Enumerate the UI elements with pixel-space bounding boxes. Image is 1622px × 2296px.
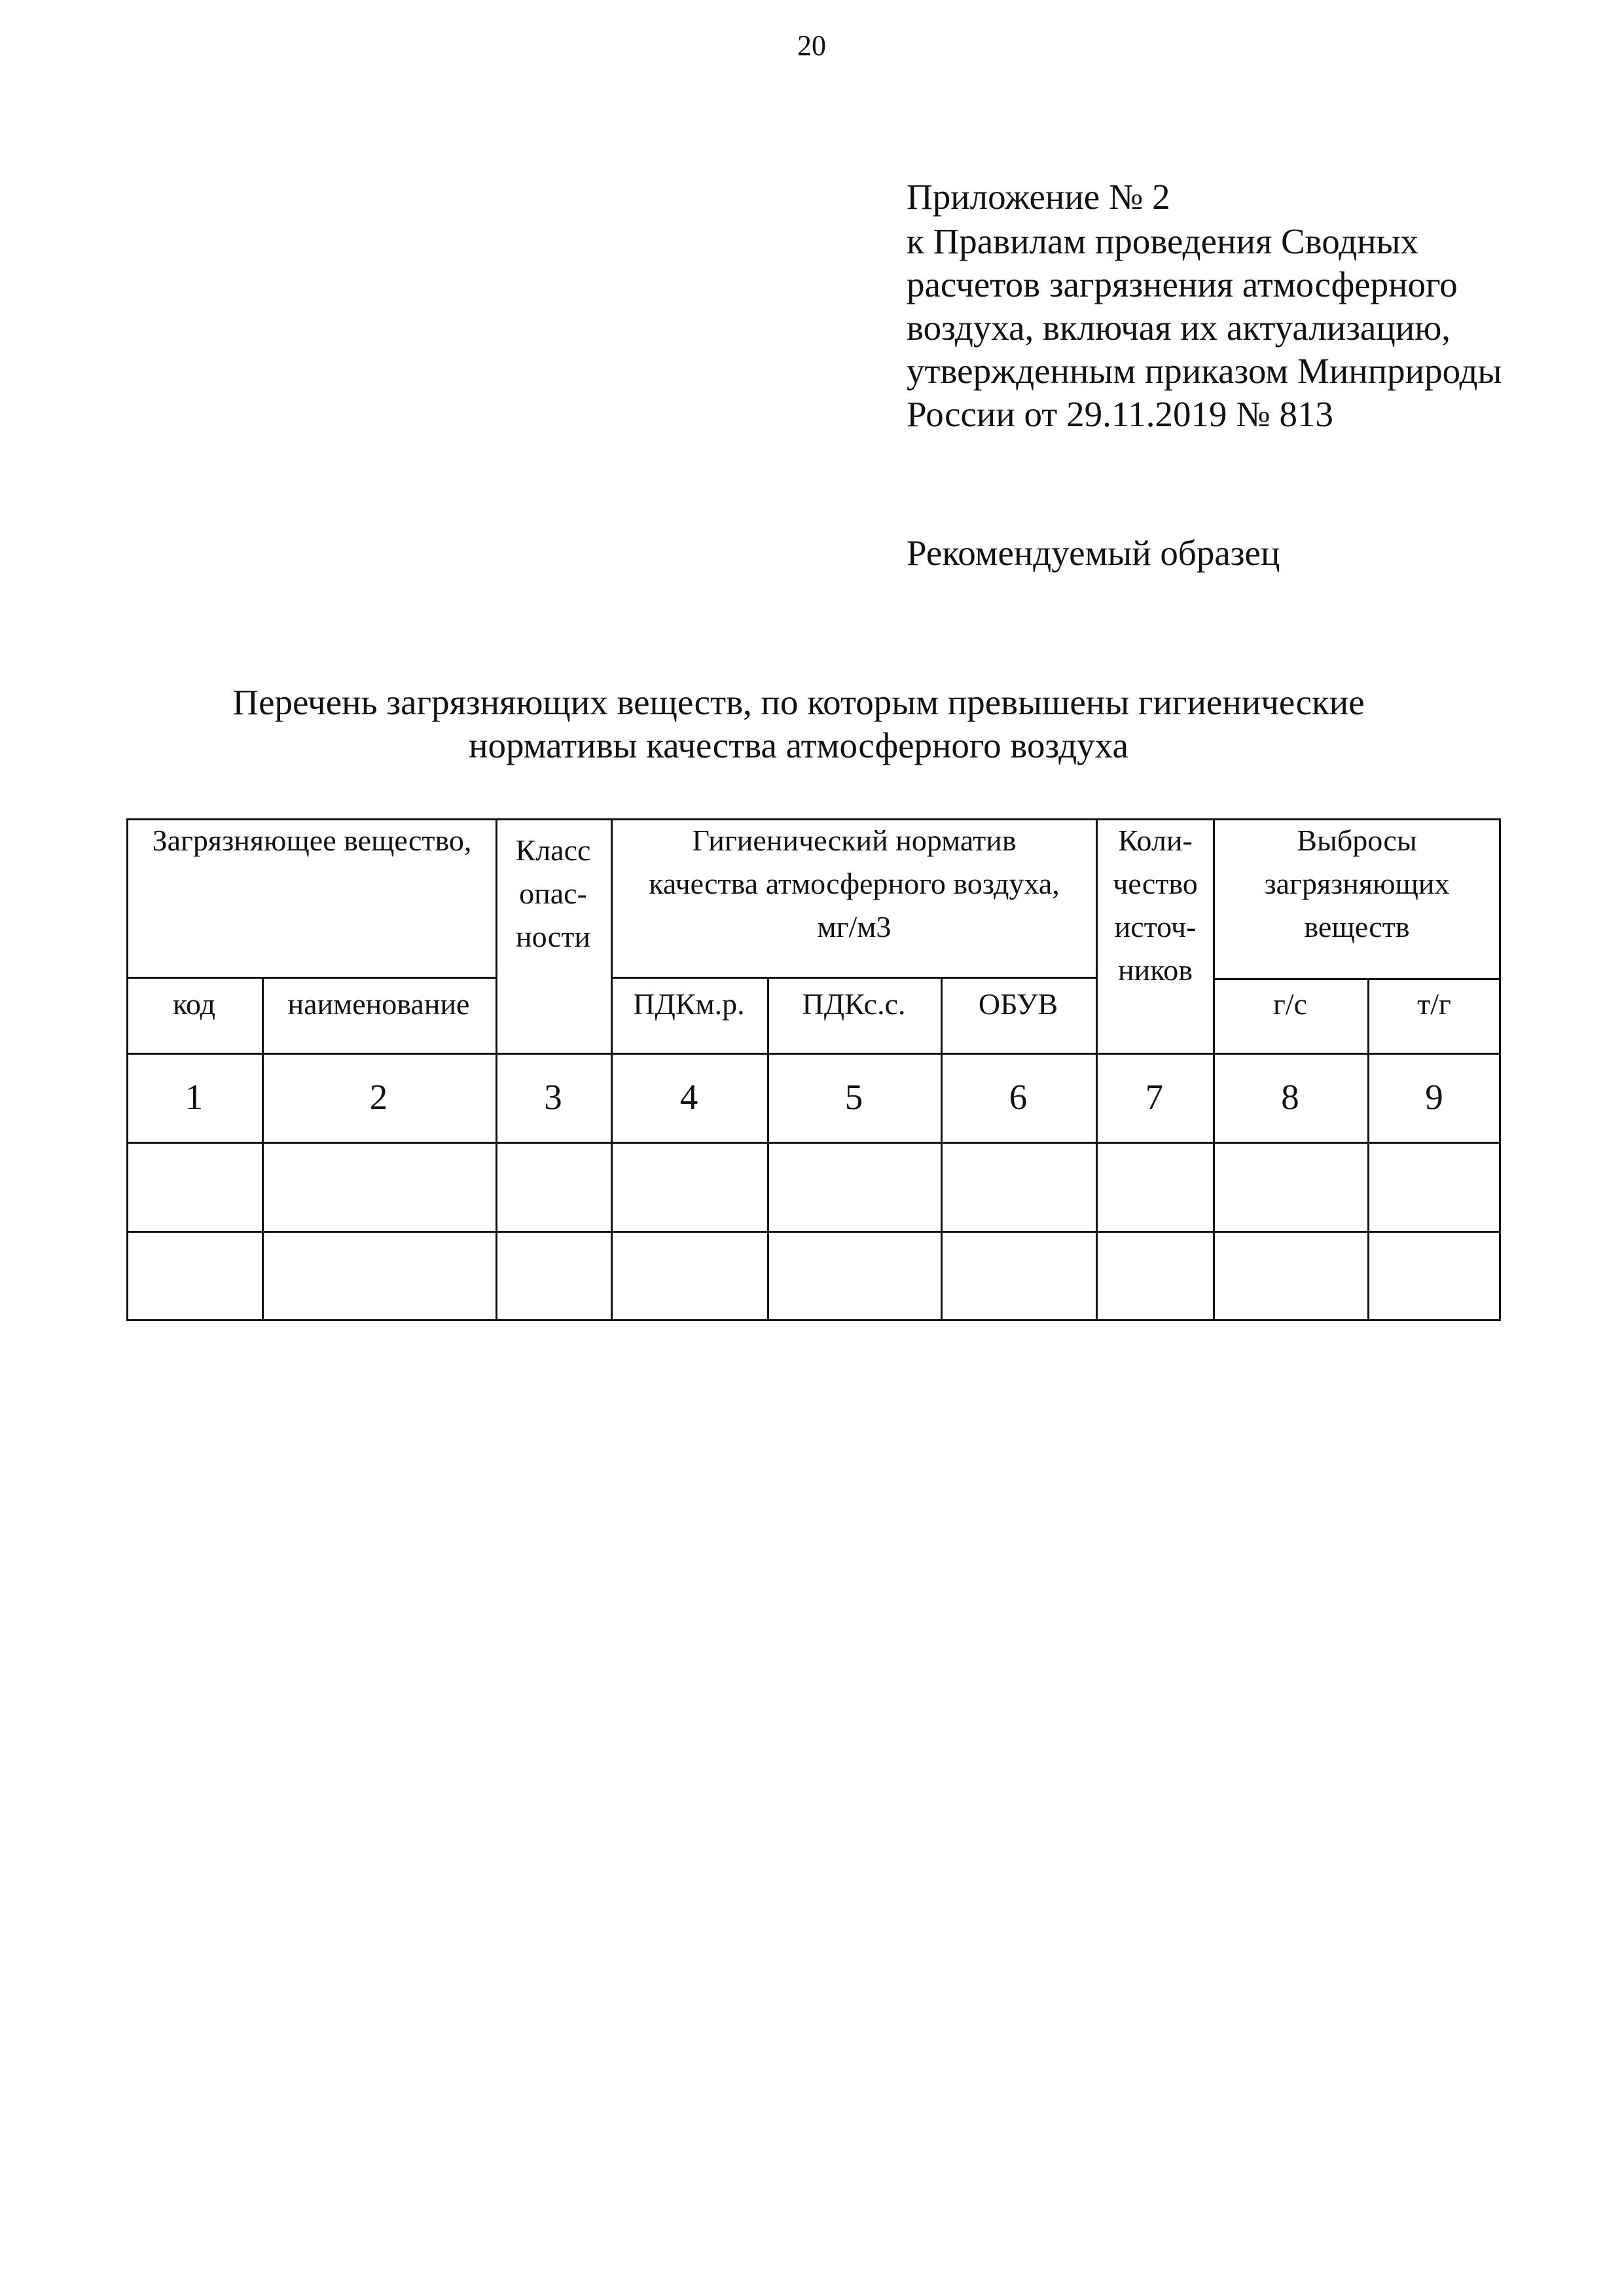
appendix-title: Приложение № 2 <box>907 177 1170 217</box>
header-obuv: ОБУВ <box>978 987 1058 1021</box>
header-hygienic-group: мг/м3 <box>817 910 892 943</box>
header-sources-count: Коли- <box>1118 824 1193 857</box>
header-pdk-mr: ПДКм.р. <box>633 987 745 1021</box>
appendix-line: утвержденным приказом Минприроды <box>907 351 1502 391</box>
column-number: 5 <box>844 1077 863 1117</box>
header-name: наименование <box>287 987 470 1021</box>
appendix-line: России от 29.11.2019 № 813 <box>907 394 1334 434</box>
table-border-top <box>126 818 1501 820</box>
page-number: 20 <box>797 29 826 62</box>
table-border-bottom <box>126 1319 1501 1321</box>
header-hygienic-group: Гигиенический норматив <box>692 824 1017 857</box>
document-title <box>131 681 1466 767</box>
table-rule <box>611 977 1098 979</box>
header-tg: т/г <box>1417 987 1451 1021</box>
table-rule <box>1213 978 1501 980</box>
header-hazard-class: Класс <box>515 833 591 867</box>
column-number: 9 <box>1425 1077 1443 1117</box>
table-rule <box>126 977 497 979</box>
header-emissions-group: Выбросы <box>1297 824 1417 857</box>
column-number: 6 <box>1009 1077 1028 1117</box>
appendix-block <box>907 175 1587 436</box>
table-rule <box>126 1053 1501 1055</box>
column-number: 8 <box>1281 1077 1299 1117</box>
header-sources-count: источ- <box>1114 910 1197 943</box>
pollutants-table <box>126 818 1501 1322</box>
header-hazard-class: ности <box>516 920 590 953</box>
column-number: 2 <box>369 1077 388 1117</box>
document-title-line: Перечень загрязняющих веществ, по которым превышены гигиенические <box>232 682 1365 722</box>
column-number: 1 <box>185 1077 204 1117</box>
table-row <box>126 1144 1501 1231</box>
header-sources-count: ников <box>1118 953 1193 987</box>
header-gs: г/с <box>1272 987 1308 1021</box>
table-row <box>126 1233 1501 1319</box>
column-number: 4 <box>679 1077 698 1117</box>
header-hygienic-group: качества атмосферного воздуха, <box>649 867 1060 900</box>
sample-label: Рекомендуемый образец <box>907 533 1280 573</box>
header-pdk-ss: ПДКс.с. <box>802 987 906 1021</box>
appendix-line: к Правилам проведения Сводных <box>907 221 1419 261</box>
header-hazard-class: опас- <box>519 877 587 910</box>
header-emissions-group: веществ <box>1304 910 1410 943</box>
column-number: 7 <box>1145 1077 1164 1117</box>
document-title-line: нормативы качества атмосферного воздуха <box>469 725 1128 765</box>
header-pollutant-group: Загрязняющее вещество, <box>152 824 472 857</box>
header-code: код <box>172 987 216 1021</box>
column-number: 3 <box>544 1077 562 1117</box>
appendix-line: расчетов загрязнения атмосферного <box>907 264 1458 304</box>
header-emissions-group: загрязняющих <box>1264 867 1450 900</box>
header-sources-count: чество <box>1113 867 1198 900</box>
appendix-line: воздуха, включая их актуализацию, <box>907 308 1451 348</box>
